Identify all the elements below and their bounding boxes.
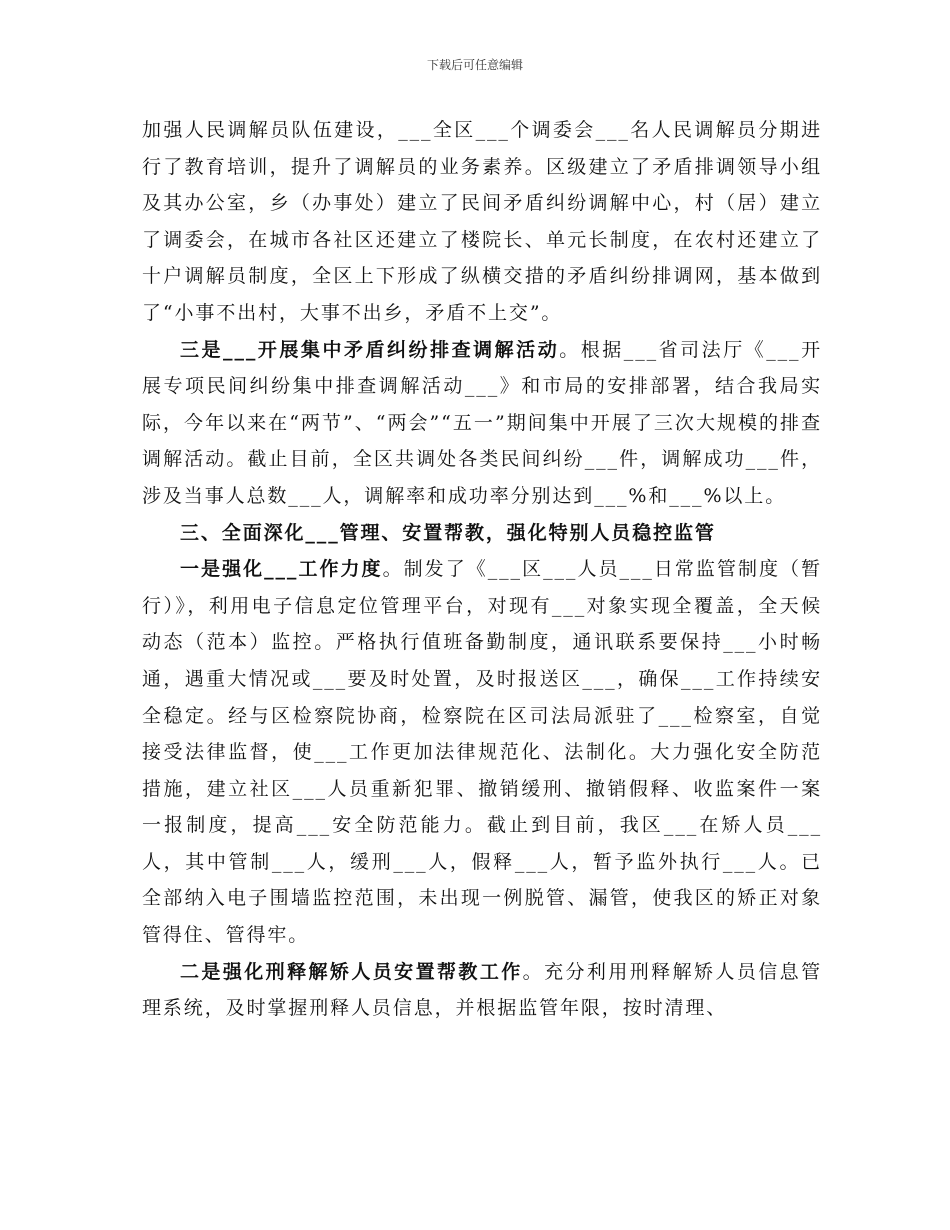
paragraph-1 xyxy=(142,112,822,332)
document-body xyxy=(142,112,822,1027)
paragraph-2 xyxy=(142,332,822,515)
paragraph-4-text: 。制发了《___区___人员___日常监管制度（暂行）》，利用电子信息定位管理平台，对现有___对象实现全覆盖，全天候动态（范本）监控。严格执行值班备勤制度，通讯联系要保持___小时畅通，遇重大情况或___要及时处置，及时报送区___，确保___工作持续安全稳定。经与区检察院协商，检察院在区司法局派驻了___检察室，自觉接受法律监督，使___工作更加法律规范化、法制化。大力强化安全防范措施，建立社区___人员重新犯罪、撤销缓刑、撤销假释、收监案件一案一报制度，提高___安全防范能力。截止到目前，我区___在矫人员___人，其中管制___人，缓刑___人，假释___人，暂予监外执行___人。已全部纳入电子围墙监控范围，未出现一例脱管、漏管，使我区的矫正对象管得住、管得牢。 xyxy=(142,558,822,947)
paragraph-1-text: 加强人民调解员队伍建设，___全区___个调委会___名人民调解员分期进行了教育培训，提升了调解员的业务素养。区级建立了矛盾排调领导小组及其办公室，乡（办事处）建立了民间矛盾纠纷调解中心，村（居）建立了调委会，在城市各社区还建立了楼院长、单元长制度，在农村还建立了十户调解员制度，全区上下形成了纵横交措的矛盾纠纷排调网，基本做到了“小事不出村，大事不出乡，矛盾不上交”。 xyxy=(142,119,822,324)
section-heading-3 xyxy=(142,515,822,552)
paragraph-4 xyxy=(142,551,822,954)
paragraph-5-text: 。充分利用刑释解矫人员信息管理系统，及时掌握刑释人员信息，并根据监管年限，按时清理、 xyxy=(142,960,822,1020)
header-text: 下载后可任意编辑 xyxy=(426,58,523,72)
paragraph-2-heading: 三是___开展集中矛盾纠纷排查调解活动 xyxy=(180,338,560,361)
page-header xyxy=(0,56,950,73)
paragraph-2-text: 。根据___省司法厅《___开展专项民间纠纷集中排查调解活动___》和市局的安排部署，结合我局实际，今年以来在“两节”、“两会”“五一”期间集中开展了三次大规模的排查调解活动。截止目前，全区共调处各类民间纠纷___件，调解成功___件，涉及当事人总数___人，调解率和成功率分别达到___%和___%以上。 xyxy=(142,338,822,507)
paragraph-5-heading: 二是强化刑释解矫人员安置帮教工作 xyxy=(180,960,523,983)
paragraph-4-heading: 一是强化___工作力度 xyxy=(180,558,383,581)
paragraph-5 xyxy=(142,954,822,1027)
section-heading-3-text: 三、全面深化___管理、安置帮教，强化特别人员稳控监管 xyxy=(180,521,716,544)
